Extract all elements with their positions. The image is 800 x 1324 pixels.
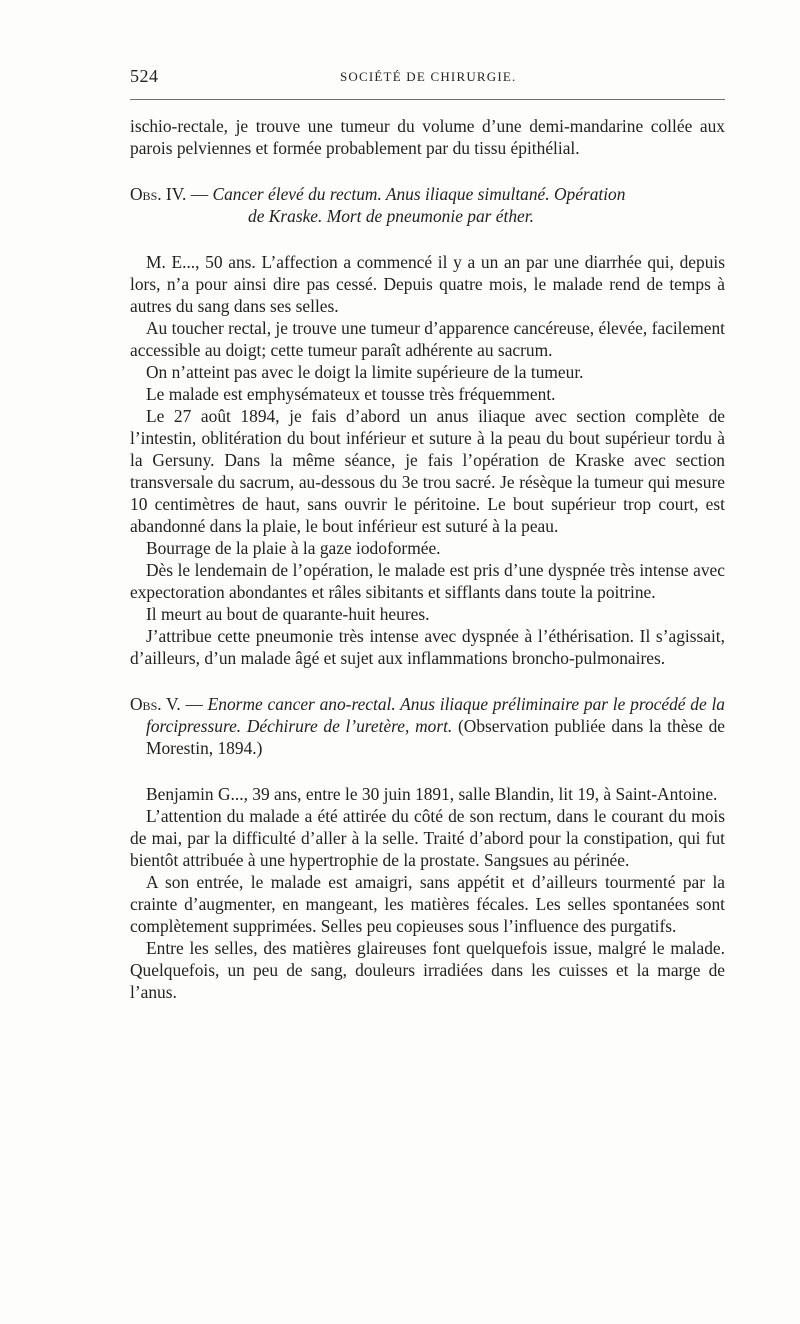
paragraph: Entre les selles, des matières glaireuses font quelquefois issue, malgré le malade. Quelquefois, un peu de sang, douleurs irradiées dans les cuisses et la marge de l’anus. [130,938,725,1002]
paragraph: L’attention du malade a été attirée du côté de son rectum, dans le courant du mois de mai, par la difficulté d’aller à la selle. Traité d’abord pour la constipation, qui fut bientôt attribuée à une hypertrophie de la prostate. Sangsues au périnée. [130,806,725,870]
paragraph: Le 27 août 1894, je fais d’abord un anus iliaque avec section complète de l’intestin, oblitération du bout inférieur et suture à la peau du bout supérieur tordu à la Gersuny. Dans la même séance, je fais l’opération de Kraske avec section transversale du sacrum, au-dessous du 3e trou sacré. Je résèque la tumeur qui mesure 10 centimètres de haut, sans ouvrir le péritoine. Le bout supérieur trop court, est abandonné dans la plaie, le bout inférieur est suturé à la peau. [130,406,725,536]
paragraph: Benjamin G..., 39 ans, entre le 30 juin 1891, salle Blandin, lit 19, à Saint-Antoine. [146,784,718,804]
journal-title: SOCIÉTÉ DE CHIRURGIE. [340,69,517,84]
observation-5-heading [130,693,725,759]
observation-5-title: Enorme cancer ano-rectal. Anus iliaque préliminaire par le procédé de la forcipressure. Déchirure de l’uretère, mort. [146,694,725,736]
paragraph: On n’atteint pas avec le doigt la limite supérieure de la tumeur. [146,362,584,382]
paragraph: Le malade est emphysémateux et tousse très fréquemment. [146,384,556,404]
paragraph: M. E..., 50 ans. L’affection a commencé il y a un an par une diarrhée qui, depuis lors, n’a pour ainsi dire pas cessé. Depuis quatre mois, le malade rend de temps à autres du sang dans ses selles. [130,252,725,316]
observation-4-label: Obs. IV. — [130,184,209,204]
body-text [130,115,725,1003]
page-number: 524 [130,66,159,86]
paragraph: A son entrée, le malade est amaigri, sans appétit et d’ailleurs tourmenté par la crainte d’augmenter, en mangeant, les matières fécales. Les selles spontanées sont complètement supprimées. Selles peu copieuses sous l’influence des purgatifs. [130,872,725,936]
observation-4-title-line1: Cancer élevé du rectum. Anus iliaque simultané. Opération [212,184,626,204]
paragraph: Bourrage de la plaie à la gaze iodoformée. [146,538,441,558]
running-header [130,66,725,90]
paragraph: Il meurt au bout de quarante-huit heures. [146,604,430,624]
header-rule [130,99,725,100]
paragraph: J’attribue cette pneumonie très intense avec dyspnée à l’éthérisation. Il s’agissait, d’ailleurs, d’un malade âgé et sujet aux inflammations broncho-pulmonaires. [130,626,725,668]
paragraph: Au toucher rectal, je trouve une tumeur d’apparence cancéreuse, élevée, facilement accessible au doigt; cette tumeur paraît adhérente au sacrum. [130,318,725,360]
observation-4-title-line2: de Kraske. Mort de pneumonie par éther. [248,206,534,226]
paragraph-continued: ischio-rectale, je trouve une tumeur du volume d’une demi-mandarine collée aux parois pelviennes et formée probablement par du tissu épithélial. [130,116,725,158]
observation-5-source: (Observation publiée dans la thèse de Morestin, 1894.) [146,716,726,758]
observation-4-heading [130,183,725,227]
paragraph: Dès le lendemain de l’opération, le malade est pris d’une dyspnée très intense avec expectoration abondantes et râles sibitants et sifflants dans toute la poitrine. [130,560,725,602]
observation-5-label: Obs. V. — [130,694,203,714]
